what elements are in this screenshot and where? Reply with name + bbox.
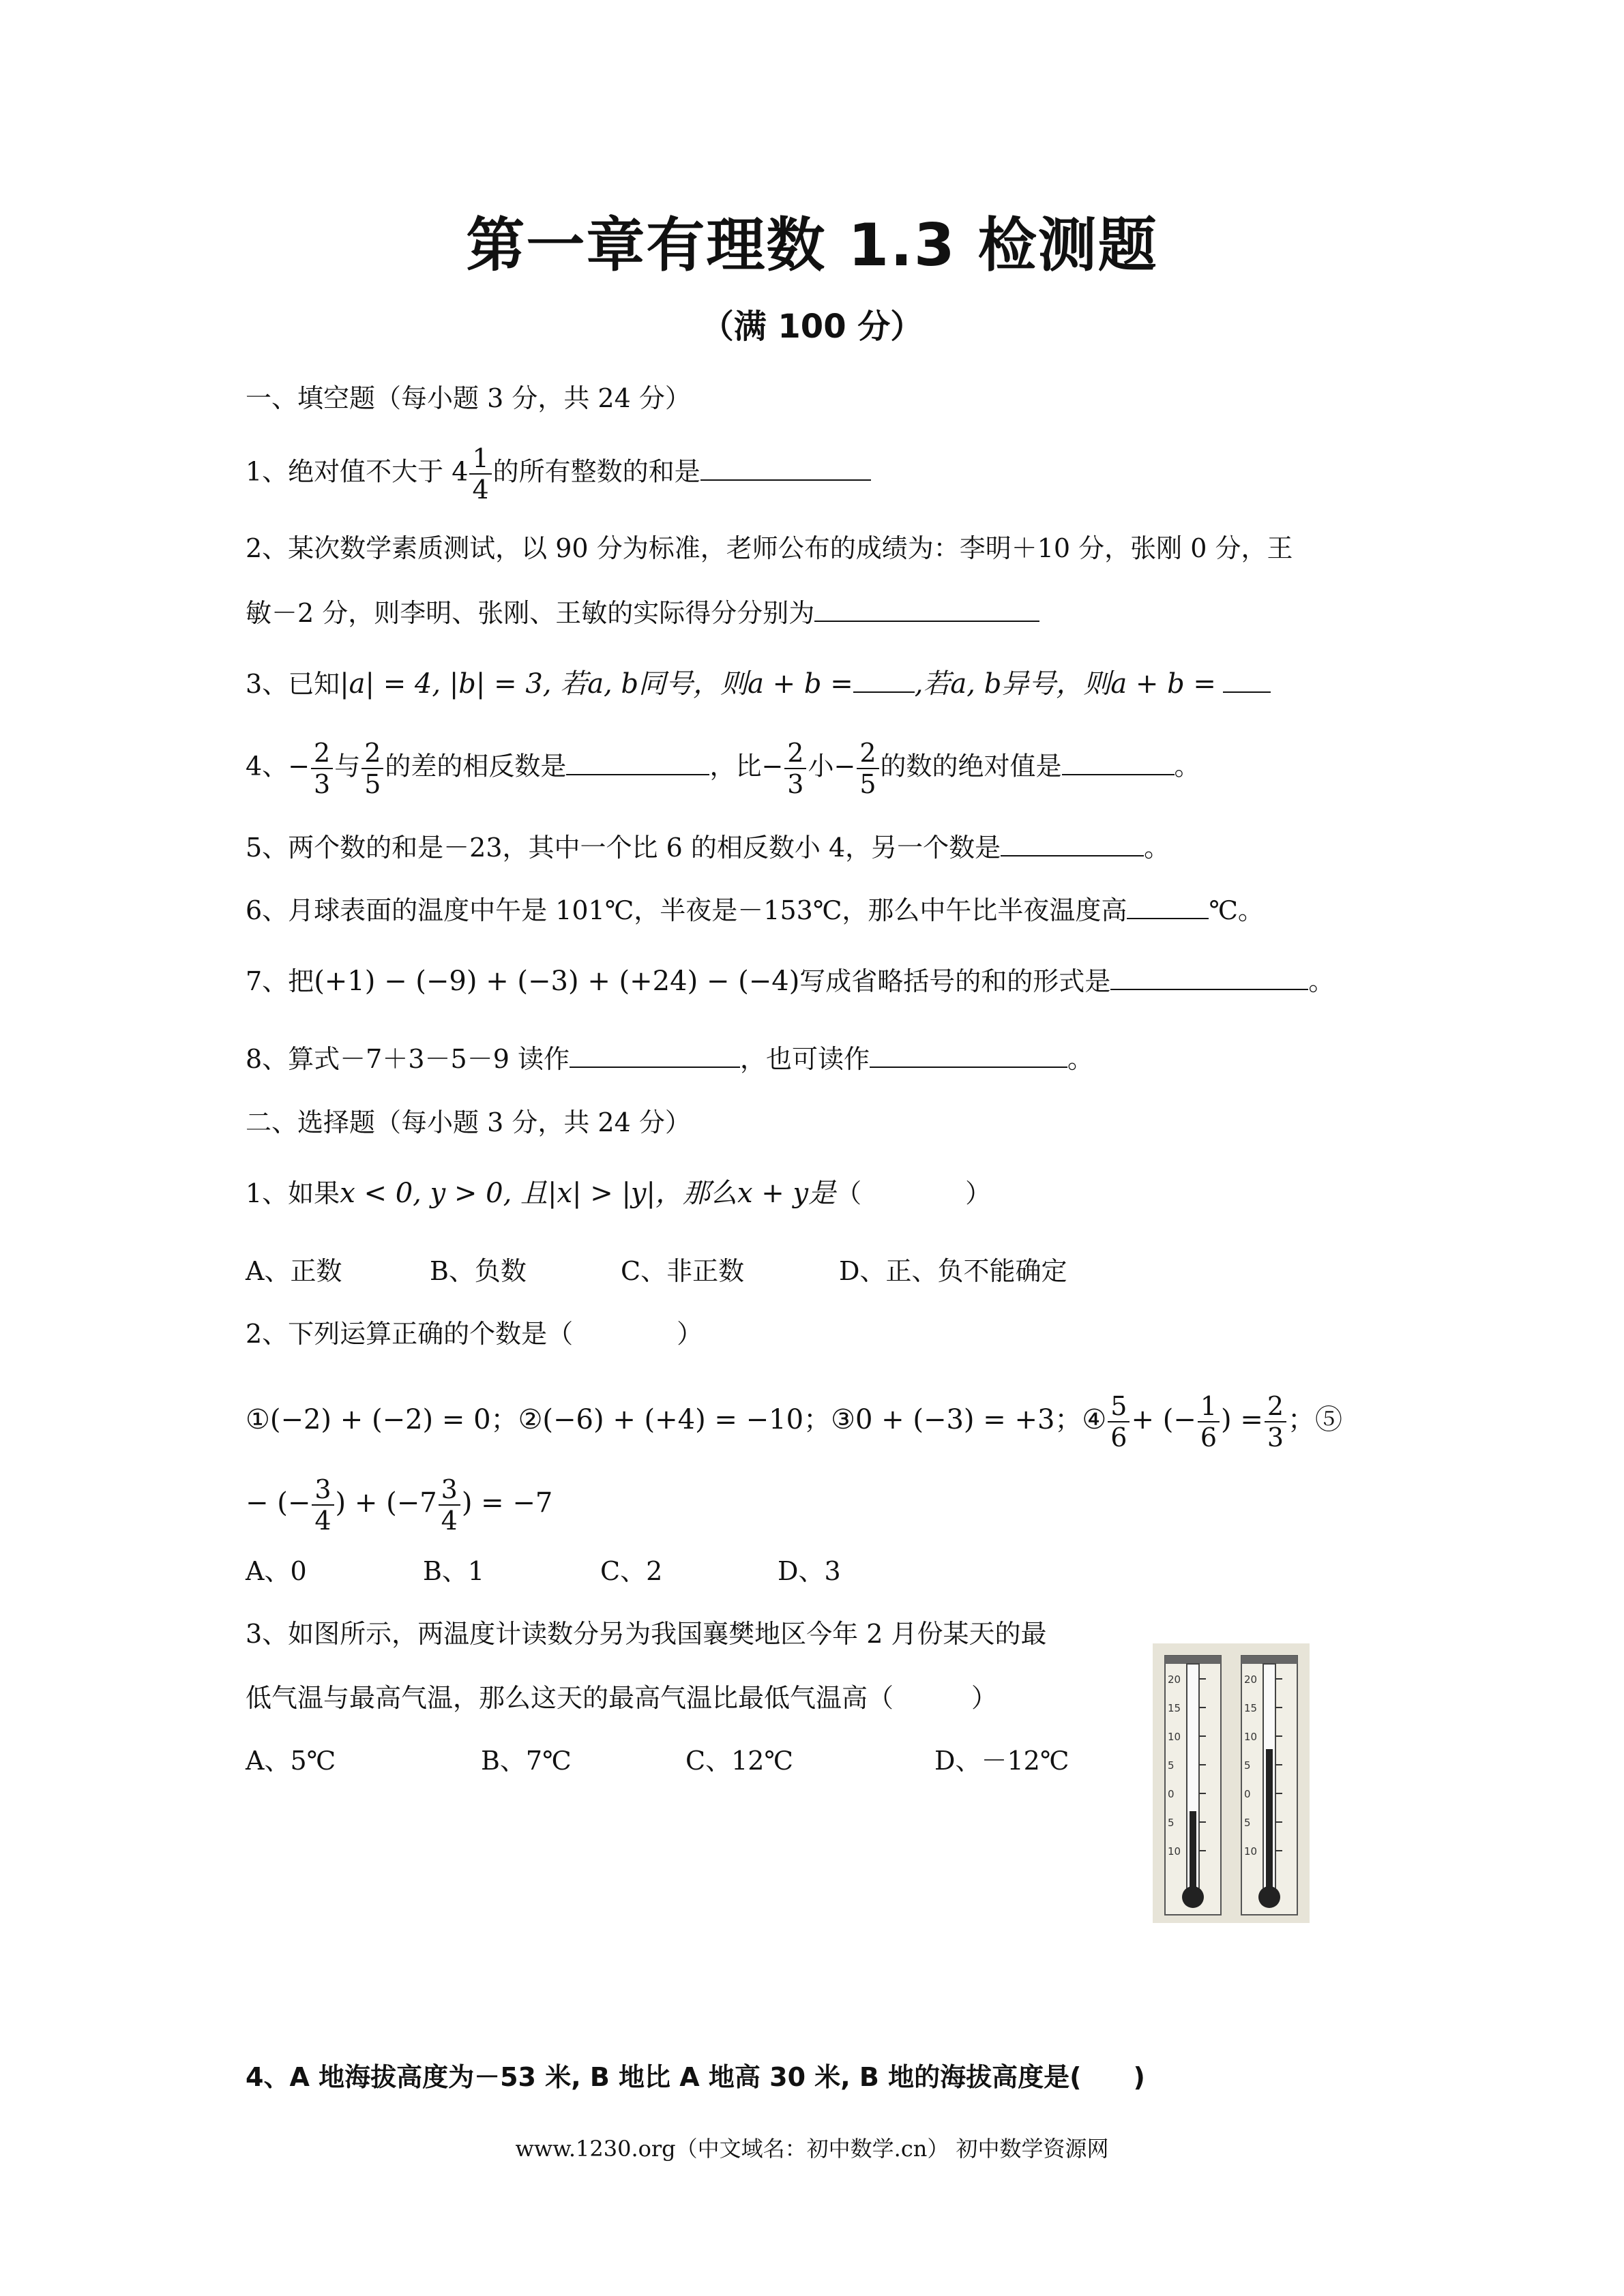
item-3: ③0 + (−3) = +3； [831, 1404, 1082, 1435]
option-c[interactable]: C、12℃ [685, 1746, 793, 1776]
s2-question-3-line1: 3、如图所示，两温度计读数分另为我国襄樊地区今年 2 月份某天的最 [246, 1619, 1047, 1649]
fraction: $\frac{2}{5}$ [361, 738, 383, 799]
fraction: $\frac{2}{5}$ [857, 738, 879, 799]
tick-label: 5 [1244, 1759, 1251, 1772]
answer-blank[interactable] [566, 748, 709, 775]
item-2: ②(−6) + (+4) = −10； [518, 1404, 831, 1435]
option-a[interactable]: A、正数 [246, 1256, 342, 1286]
footer: www.1230.org（中文域名：初中数学.cn） 初中数学资源网 [515, 2136, 1109, 2162]
answer-blank[interactable] [1001, 829, 1144, 856]
answer-blank[interactable] [1127, 892, 1209, 919]
option-d[interactable]: D、3 [778, 1556, 841, 1586]
mercury-column [1266, 1749, 1273, 1889]
tick-label: 10 [1168, 1731, 1181, 1743]
s1-question-2-line2: 敏－2 分，则李明、张刚、王敏的实际得分分别为 [246, 595, 1039, 631]
option-c[interactable]: C、2 [600, 1556, 663, 1586]
tick-label: 5 [1244, 1817, 1251, 1829]
option-d[interactable]: D、－12℃ [934, 1746, 1069, 1776]
tick-label: 10 [1244, 1845, 1258, 1858]
item-5: − (− $\frac{3}{4}$ ) + (−7 $\frac{3}{4}$ ) = −7 [246, 1474, 553, 1536]
section2-heading: 二、选择题（每小题 3 分，共 24 分） [246, 1107, 691, 1137]
answer-blank[interactable] [1062, 748, 1175, 775]
s1-question-6: 6、月球表面的温度中午是 101℃，半夜是－153℃，那么中午比半夜温度高 ℃。 [246, 892, 1264, 928]
page-subtitle: （满 100 分） [700, 308, 924, 346]
s2-q3-options [246, 1743, 1069, 1778]
thermometers-drawing [1153, 1643, 1310, 1923]
answer-blank[interactable] [1110, 963, 1308, 990]
math-expression: x < 0, y > 0, 且|x| > |y|，那么x + y是 [340, 1178, 836, 1209]
option-d[interactable]: D、正、负不能确定 [839, 1256, 1067, 1286]
s1-question-2-line1: 2、某次数学素质测试，以 90 分为标准，老师公布的成绩为：李明＋10 分，张刚 0 分，王 [246, 533, 1293, 563]
option-b[interactable]: B、7℃ [481, 1746, 572, 1776]
math-expression: (+1) − (−9) + (−3) + (+24) − (−4) [314, 966, 800, 997]
math-expression: ,若a, b异号，则a + b = [914, 668, 1216, 700]
option-a[interactable]: A、5℃ [246, 1746, 336, 1776]
s1-question-4: 4、− $\frac{2}{3}$ 与 $\frac{2}{5}$ 的差的相反数是 ，比− $\frac{2}{3}$ 小− $\frac{2}{5}$ 的数的绝对值是 。 [246, 738, 1200, 799]
tick-label: 0 [1168, 1788, 1175, 1800]
option-b[interactable]: B、1 [423, 1556, 485, 1586]
thermometers-figure [1153, 1643, 1310, 1923]
thermometer-left [1165, 1656, 1221, 1915]
fraction: $\frac{1}{4}$ [469, 443, 491, 505]
s2-question-3-line2: 低气温与最高气温，那么这天的最高气温比最低气温高（ ） [246, 1683, 998, 1713]
tick-label: 5 [1168, 1817, 1175, 1829]
tick-label: 0 [1244, 1788, 1251, 1800]
tick-label: 5 [1168, 1759, 1175, 1772]
option-b[interactable]: B、负数 [430, 1256, 527, 1286]
s2-question-2: 2、下列运算正确的个数是（ ） [246, 1319, 703, 1349]
item-4: ④ $\frac{5}{6}$ + (− $\frac{1}{6}$ ) = $\frac{2}{3}$ ；⑤ [1082, 1391, 1343, 1452]
answer-blank[interactable] [700, 453, 871, 481]
fraction: $\frac{2}{3}$ [784, 738, 806, 799]
answer-blank[interactable] [870, 1041, 1067, 1068]
s1-question-8: 8、算式－7＋3－5－9 读作 ，也可读作 。 [246, 1041, 1093, 1077]
item-1: ①(−2) + (−2) = 0； [246, 1404, 518, 1435]
page-title: 第一章有理数 1.3 检测题 [466, 211, 1158, 280]
s1-question-1 [246, 443, 871, 505]
s2-question-4: 4、A 地海拔高度为－53 米, B 地比 A 地高 30 米, B 地的海拔高度是( ) [246, 2062, 1145, 2092]
s1-question-3: 3、已知|a| = 4, |b| = 3, 若a, b同号，则a + b = ,若a, b异号，则a + b = [246, 666, 1271, 702]
s2-q2-options [246, 1553, 841, 1589]
s2-q2-items-line1 [246, 1391, 1342, 1452]
answer-blank[interactable] [853, 666, 915, 693]
s1-question-7: 7、把(+1) − (−9) + (−3) + (+24) − (−4)写成省略括号的和的形式是 。 [246, 963, 1334, 999]
s1-question-5: 5、两个数的和是－23，其中一个比 6 的相反数小 4，另一个数是 。 [246, 829, 1170, 865]
fraction: $\frac{2}{3}$ [311, 738, 333, 799]
s2-q1-options [246, 1253, 1067, 1289]
mercury-column [1190, 1811, 1196, 1889]
tick-label: 10 [1168, 1845, 1181, 1858]
q1-suffix: 的所有整数的和是 [492, 456, 700, 487]
tick-label: 20 [1244, 1673, 1258, 1686]
math-expression: |a| = 4, |b| = 3, 若a, b同号，则a + b = [340, 668, 853, 700]
q1-prefix: 1、绝对值不大于 4 [246, 456, 469, 487]
tick-label: 20 [1168, 1673, 1181, 1686]
answer-blank[interactable] [814, 595, 1039, 622]
thermometer-right [1241, 1656, 1297, 1915]
tick-label: 15 [1244, 1702, 1258, 1714]
option-a[interactable]: A、0 [246, 1556, 307, 1586]
tick-label: 15 [1168, 1702, 1181, 1714]
s2-question-1: 1、如果x < 0, y > 0, 且|x| > |y|，那么x + y是（ ） [246, 1178, 992, 1209]
section1-heading: 一、填空题（每小题 3 分，共 24 分） [246, 383, 691, 413]
option-c[interactable]: C、非正数 [621, 1256, 745, 1286]
answer-blank[interactable] [570, 1041, 740, 1068]
tick-label: 10 [1244, 1731, 1258, 1743]
answer-blank[interactable] [1223, 666, 1271, 693]
s2-q2-items-line2 [246, 1474, 552, 1536]
